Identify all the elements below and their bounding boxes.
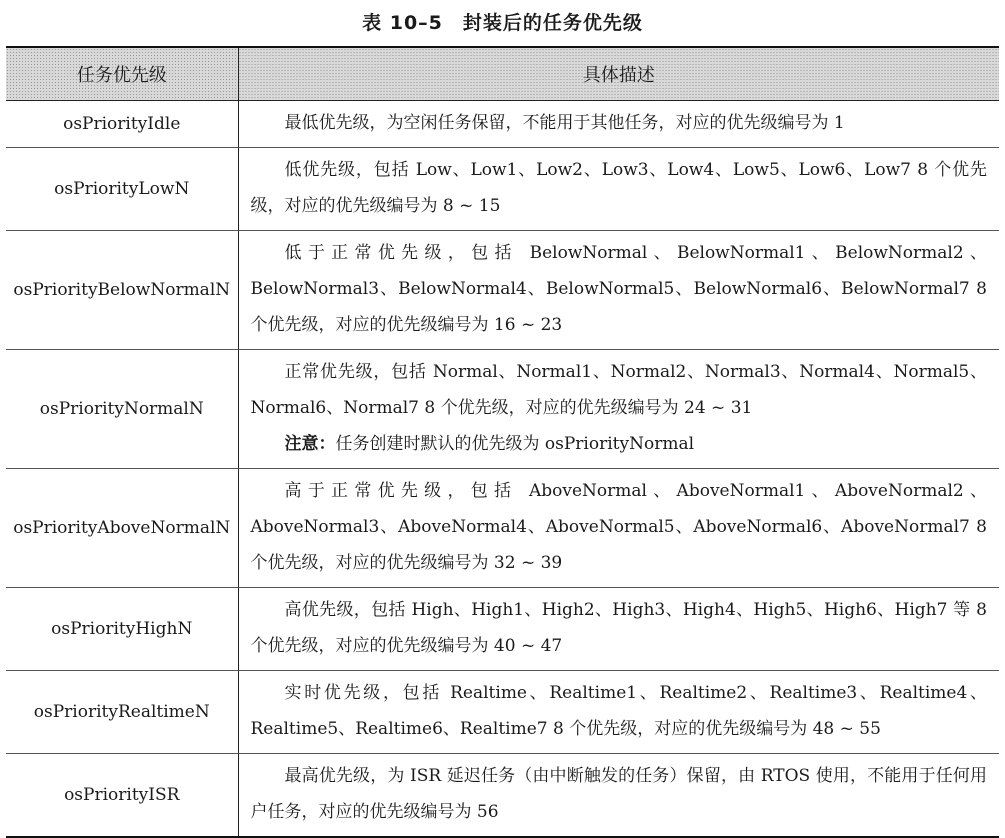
table-row [6, 350, 999, 469]
table-row [6, 671, 999, 754]
priority-name-cell: osPriorityNormalN [6, 350, 238, 469]
table-caption: 表 10–5 封装后的任务优先级 [362, 12, 643, 34]
priority-description-cell [238, 350, 999, 469]
priority-description-cell: 低于正常优先级，包括 BelowNormal、BelowNormal1、BelowNormal2、BelowNormal3、BelowNormal4、BelowNormal5、BelowNormal6、BelowNormal7 8 个优先级，对应的优先级编号为 16 ~ 23 [238, 231, 999, 350]
table-header-row [6, 47, 999, 101]
priority-description-cell: 最低优先级，为空闲任务保留，不能用于其他任务，对应的优先级编号为 1 [238, 101, 999, 148]
table-row [6, 148, 999, 231]
priority-description-cell: 低优先级，包括 Low、Low1、Low2、Low3、Low4、Low5、Low6、Low7 8 个优先级，对应的优先级编号为 8 ~ 15 [238, 148, 999, 231]
table-row [6, 469, 999, 588]
priority-description-cell: 实时优先级，包括 Realtime、Realtime1、Realtime2、Realtime3、Realtime4、Realtime5、Realtime6、Realtime7 8 个优先级，对应的优先级编号为 48 ~ 55 [238, 671, 999, 754]
table-row [6, 101, 999, 148]
column-header-description: 具体描述 [238, 47, 999, 101]
column-header-priority: 任务优先级 [6, 47, 238, 101]
table-row [6, 754, 999, 838]
priority-name-cell: osPriorityIdle [6, 101, 238, 148]
priority-name-cell: osPriorityAboveNormalN [6, 469, 238, 588]
priority-name-cell: osPriorityISR [64, 785, 180, 805]
note-label: 注意： [284, 434, 336, 454]
priority-table [6, 46, 999, 838]
note-line [251, 426, 988, 462]
table-row [6, 588, 999, 671]
table-row [6, 231, 999, 350]
priority-description-cell: 高优先级，包括 High、High1、High2、High3、High4、High5、High6、High7 等 8 个优先级，对应的优先级编号为 40 ~ 47 [238, 588, 999, 671]
priority-name-cell: osPriorityHighN [6, 588, 238, 671]
priority-name-cell: osPriorityRealtimeN [6, 671, 238, 754]
priority-name-cell: osPriorityLowN [6, 148, 238, 231]
priority-name-cell: osPriorityBelowNormalN [6, 231, 238, 350]
description-text: 正常优先级，包括 Normal、Normal1、Normal2、Normal3、Normal4、Normal5、Normal6、Normal7 8 个优先级，对应的优先级编号为 24 ~ 31 [250, 362, 987, 418]
note-text: 任务创建时默认的优先级为 osPriorityNormal [335, 434, 695, 454]
priority-description-cell: 最高优先级，为 ISR 延迟任务（由中断触发的任务）保留，由 RTOS 使用，不能用于任何用户任务，对应的优先级编号为 56 [238, 754, 999, 838]
priority-description-cell: 高于正常优先级，包括 AboveNormal、AboveNormal1、AboveNormal2、AboveNormal3、AboveNormal4、AboveNormal5、AboveNormal6、AboveNormal7 8 个优先级，对应的优先级编号为 32 ~ 39 [238, 469, 999, 588]
